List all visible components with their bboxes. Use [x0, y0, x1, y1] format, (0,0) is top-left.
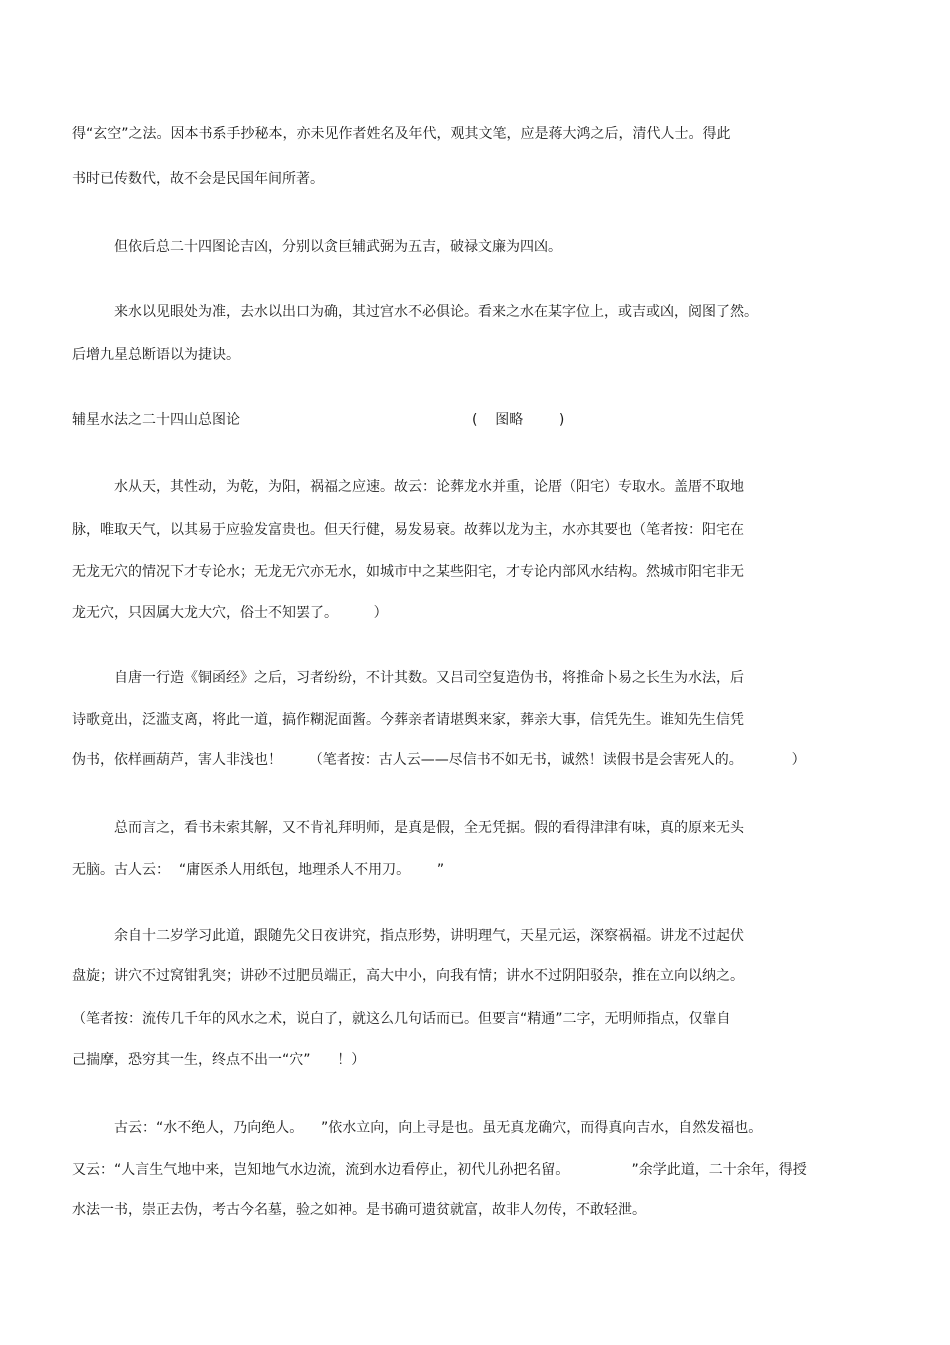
section-heading: 辅星水法之二十四山总图论 — [72, 412, 240, 428]
text-line: 己揣摩，恐穷其一生，终点不出一“穴” ！） — [72, 1052, 366, 1068]
text-line: 水法一书，崇正去伪，考古今名墓，验之如神。是书确可遗贫就富，故非人勿传，不敢轻泄。 — [72, 1202, 646, 1218]
text-line: 龙无穴，只因属大龙大穴，俗士不知罢了。 ） — [72, 605, 388, 621]
text-line: （笔者按：流传几千年的风水之术，说白了，就这么几句话而已。但要言“精通”二字，无明师指点，仅靠自 — [72, 1011, 731, 1027]
text-line: 来水以见眼处为准，去水以出口为确，其过宫水不必俱论。看来之水在某字位上，或吉或凶，阅图了然。 — [114, 304, 758, 320]
figure-omitted-note: ( 图略 ) — [472, 412, 565, 428]
text-line: 诗歌竟出，泛滥支离，将此一道，搞作糊泥面酱。今葬亲者请堪舆来家，葬亲大事，信凭先生。谁知先生信凭 — [72, 712, 744, 728]
text-line: 得“玄空”之法。因本书系手抄秘本，亦未见作者姓名及年代，观其文笔，应是蒋大鸿之后，清代人士。得此 — [72, 126, 731, 142]
text-line: 伪书，依样画葫芦，害人非浅也！ （笔者按：古人云——尽信书不如无书，诚然！读假书是会害死人的。 ） — [72, 752, 806, 768]
text-line: 脉，唯取天气，以其易于应验发富贵也。但天行健，易发易衰。故葬以龙为主，水亦其要也（笔者按：阳宅在 — [72, 522, 744, 538]
text-line: 总而言之，看书未索其解，又不肯礼拜明师，是真是假，全无凭据。假的看得津津有味，真的原来无头 — [114, 820, 744, 836]
text-line: 盘旋；讲穴不过窝钳乳突；讲砂不过肥员端正，高大中小，向我有情；讲水不过阴阳驳杂，推在立向以纳之。 — [72, 968, 744, 984]
text-line: 自唐一行造《铜函经》之后，习者纷纷，不计其数。又吕司空复造伪书，将推命卜易之长生为水法，后 — [114, 670, 744, 686]
text-line: 古云：“水不绝人，乃向绝人。 ”依水立向，向上寻是也。虽无真龙确穴，而得真向吉水，自然发福也。 — [114, 1120, 763, 1136]
text-line: 无龙无穴的情况下才专论水；无龙无穴亦无水，如城市中之某些阳宅，才专论内部风水结构。然城市阳宅非无 — [72, 564, 744, 580]
text-line: 无脑。古人云： “庸医杀人用纸包，地理杀人不用刀。 ” — [72, 862, 445, 878]
text-line: 但依后总二十四图论吉凶，分别以贪巨辅武弼为五吉，破禄文廉为四凶。 — [114, 239, 562, 255]
text-line: 书时已传数代，故不会是民国年间所著。 — [72, 171, 324, 187]
text-line: 又云：“人言生气地中来，岂知地气水边流，流到水边看停止，初代儿孙把名留。 ”余学此道，二十余年，得授 — [72, 1162, 807, 1178]
text-line: 后增九星总断语以为捷诀。 — [72, 347, 240, 363]
text-line: 余自十二岁学习此道，跟随先父日夜讲究，指点形势，讲明理气，天星元运，深察祸福。讲龙不过起伏 — [114, 928, 744, 944]
text-line: 水从天，其性动，为乾，为阳，祸福之应速。故云：论葬龙水并重，论厝（阳宅）专取水。盖厝不取地 — [114, 479, 744, 495]
